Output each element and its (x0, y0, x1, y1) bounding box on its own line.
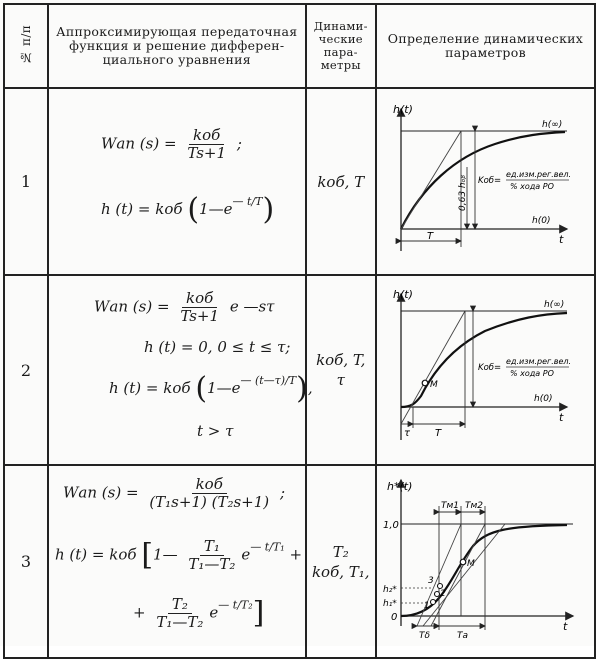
h-lhs: h (t) = kоб (55, 545, 137, 564)
w-denominator: (T₁s+1) (T₂s+1) (149, 493, 270, 511)
y-label: h(t) (392, 288, 413, 301)
t-label: T (426, 231, 434, 242)
w-fraction (183, 127, 230, 162)
header-function (48, 4, 306, 88)
w-denominator: Ts+1 (180, 307, 220, 325)
tangent-line-3 (423, 524, 505, 626)
graph-cell (376, 88, 595, 275)
p3-label: 3 (427, 576, 434, 586)
k-numerator: ед.изм.рег.вел. (505, 357, 572, 366)
graph-3 (377, 466, 594, 653)
table-row (4, 88, 595, 275)
graph-2 (377, 276, 594, 460)
bracket-close: ) (296, 371, 308, 406)
transfer-function (94, 290, 274, 325)
k-numerator: ед.изм.рег.вел. (505, 170, 572, 179)
header-determination-line1: Определение динамических (387, 31, 584, 46)
point-label: M (466, 559, 475, 569)
w-numerator: kоб (192, 476, 227, 494)
e2-exponent: — t/T₂ (218, 598, 253, 612)
p2-label: 2 (439, 589, 446, 599)
bracket-open: ( (187, 192, 200, 227)
w-lhs: Wап (s) = (94, 297, 170, 316)
transfer-function (101, 127, 242, 162)
graph-1 (377, 89, 594, 270)
h-lhs: h (t) = kоб (109, 379, 191, 397)
header-params-line3: пара- (323, 45, 358, 59)
header-row (4, 4, 595, 88)
bracket-open: ( (195, 371, 208, 406)
w-denominator: Ts+1 (187, 144, 227, 162)
row-number: 3 (4, 465, 48, 658)
params-line: kоб, T (317, 172, 365, 191)
w-delay: e —sτ (229, 297, 275, 316)
bracket-close: ] (252, 595, 265, 631)
header-determination (376, 4, 595, 88)
dynamic-params-table (3, 3, 596, 659)
t1-denominator: T₁—T₂ (188, 555, 236, 573)
one-label: 1,0 (382, 520, 399, 531)
header-params-line1: Динами- (313, 19, 368, 33)
inf-label: h(∞) (541, 120, 563, 130)
e2: e (209, 603, 219, 622)
t2-fraction (152, 596, 207, 631)
zero-label: h(0) (533, 394, 553, 404)
bracket-close: ) (262, 192, 275, 227)
graph-cell (376, 465, 595, 658)
h-lhs: h (t) = kоб (101, 200, 183, 218)
w-end: ; (236, 134, 242, 153)
e1: e (241, 545, 251, 564)
e1-exponent: — t/T₁ (250, 540, 285, 554)
t1-fraction (184, 538, 239, 573)
x-label: t (558, 411, 564, 424)
y-label: h*(t) (386, 480, 413, 493)
table-row (4, 275, 595, 465)
point-2 (434, 592, 439, 597)
bracket-open: [ (141, 537, 154, 573)
w-lhs: Wап (s) = (101, 134, 177, 153)
h-exponent: — (t—τ)/T (240, 374, 297, 387)
step-response (109, 371, 313, 406)
w-numerator: kоб (189, 127, 224, 145)
formula-cell (48, 465, 306, 658)
k-label: Kоб= (477, 176, 502, 186)
zero-label: 0 (390, 612, 398, 623)
w-numerator: kоб (182, 290, 217, 308)
header-params (306, 4, 376, 88)
inf-label: h(∞) (543, 300, 565, 310)
w-fraction (145, 476, 273, 511)
x-label: t (562, 620, 568, 633)
row-number: 2 (4, 275, 48, 465)
level-label: 0,63 hₒᵦ (457, 175, 468, 211)
t2-denominator: T₁—T₂ (156, 613, 204, 631)
header-num (4, 4, 48, 88)
params-line: kоб, T₁, (311, 562, 370, 581)
h-body: 1—e (199, 200, 233, 218)
k-denominator: % хода РО (509, 369, 554, 378)
params-cell (306, 465, 376, 658)
header-function-line1: Аппроксимирующая передаточная (56, 24, 298, 39)
h-zero-line: h (t) = 0, 0 ≤ t ≤ τ; (144, 338, 291, 356)
t2-numerator: T₂ (168, 596, 192, 614)
inflection-point (422, 380, 428, 386)
w-fraction (176, 290, 223, 325)
h-exponent: — t/T (232, 195, 263, 208)
h-end: , (307, 379, 313, 397)
header-function-line2: функция и решение дифферен- (69, 38, 285, 53)
plus: + (289, 545, 303, 564)
transfer-function (63, 476, 285, 511)
k-denominator: % хода РО (509, 182, 554, 191)
graph-cell (376, 275, 595, 465)
w-end: ; (279, 483, 285, 502)
header-determination-line2: параметров (445, 45, 526, 60)
params-cell (306, 275, 376, 465)
header-params-line2: ческие (318, 32, 363, 46)
step-response-part2 (133, 596, 264, 631)
point-1 (430, 600, 435, 605)
tb-label: Tδ (418, 631, 430, 641)
h2-label: h₂* (382, 585, 397, 595)
params-line: kоб, T, (316, 351, 366, 369)
table-row (4, 465, 595, 658)
point-3 (437, 584, 442, 589)
params-line: τ (336, 371, 345, 389)
inflection-point (460, 559, 466, 565)
plus2: + (133, 603, 146, 622)
header-function-line3: циального уравнения (102, 52, 251, 67)
tau-label: τ (403, 428, 411, 439)
row-number: 1 (4, 88, 48, 275)
h-body: 1—e (207, 379, 241, 397)
tangent-line (401, 131, 461, 229)
tm2-label: Tм2 (464, 501, 483, 511)
formula-cell (48, 88, 306, 275)
p1-label: 1 (423, 601, 430, 611)
k-label: Kоб= (477, 363, 502, 373)
w-lhs: Wап (s) = (63, 483, 139, 502)
params-cell (306, 88, 376, 275)
t-label: T (434, 428, 442, 439)
ta-label: Tа (456, 631, 468, 641)
formula-cell (48, 275, 313, 465)
y-label: h(t) (392, 103, 413, 116)
h1-label: h₁* (382, 599, 397, 609)
step-response-part1 (55, 538, 302, 573)
condition: t > τ (197, 422, 234, 440)
header-num-text: № п/п (19, 24, 33, 65)
zero-label: h(0) (531, 216, 551, 226)
header-params-line4: метры (320, 58, 361, 72)
step-response (101, 192, 275, 227)
x-label: t (558, 233, 564, 246)
point-label: M (429, 380, 438, 390)
t1-numerator: T₁ (200, 538, 224, 556)
h-one: 1— (153, 545, 178, 564)
params-line: T₂ (332, 542, 349, 561)
tm1-label: Tм1 (440, 501, 459, 511)
